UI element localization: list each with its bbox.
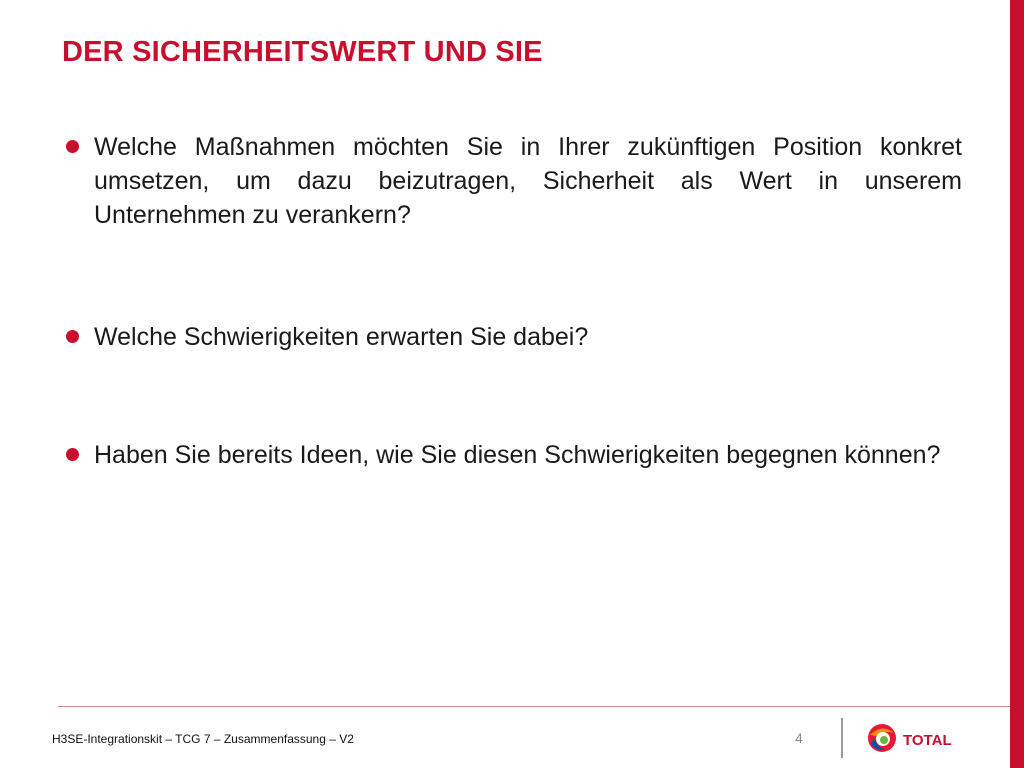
bullet-text: Welche Maßnahmen möchten Sie in Ihrer zukünftigen Position konkret umsetzen, um dazu beizutragen, Sicherheit als Wert in unserem Unternehmen zu verankern? <box>94 133 962 229</box>
bullet-dot-icon <box>66 330 79 343</box>
logo-wordmark: TOTAL <box>903 732 952 749</box>
bullet-dot-icon <box>66 448 79 461</box>
bullet-text: Haben Sie bereits Ideen, wie Sie diesen Schwierigkeiten begegnen können? <box>94 441 941 469</box>
bullet-dot-icon <box>66 140 79 153</box>
bullet-text: Welche Schwierigkeiten erwarten Sie dabei? <box>94 323 589 351</box>
logo-divider <box>841 718 843 758</box>
page-number: 4 <box>795 730 803 746</box>
slide-title: DER SICHERHEITSWERT UND SIE <box>62 36 543 68</box>
bullet-item <box>62 130 962 232</box>
total-logo <box>865 721 975 760</box>
footer-divider <box>58 706 1010 707</box>
right-accent-bar <box>1010 0 1024 768</box>
bullet-item <box>62 320 962 354</box>
total-logo-icon <box>865 721 975 755</box>
footer-text: H3SE-Integrationskit – TCG 7 – Zusammenfassung – V2 <box>52 732 354 746</box>
bullet-item <box>62 438 962 472</box>
